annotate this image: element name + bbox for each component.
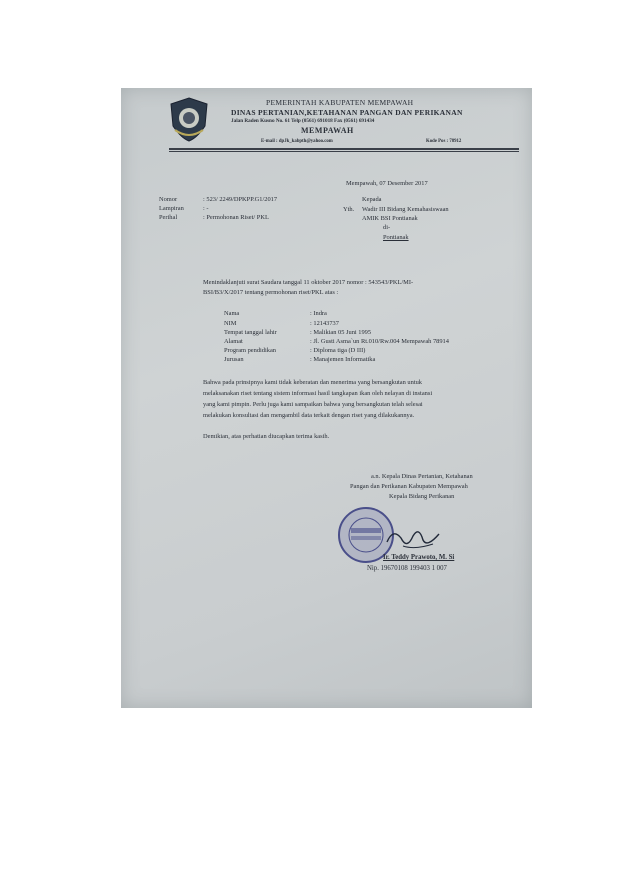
signatory-nip: Nip. 19670108 199403 1 007 [367, 565, 447, 572]
recipient-line3: di- [383, 224, 391, 231]
recipient-yth: Yth. [343, 206, 355, 213]
signature-line3: Kepala Bidang Perikanan [389, 493, 455, 500]
body-line3: yang kami pimpin. Perlu juga kami sampaikan bahwa yang bersangkutan telah selesai [203, 401, 423, 408]
recipient-line4: Pontianak [383, 234, 409, 241]
signature-line1: a.n. Kepala Dinas Pertanian, Ketahanan [371, 473, 473, 480]
body-line4: melakukan konsultasi dan mengambil data terkait dengan riset yang dilakukannya. [203, 412, 415, 419]
letterhead-city: MEMPAWAH [301, 126, 354, 135]
letterhead-postcode: Kode Pos : 78912 [426, 139, 462, 144]
letterhead-line1: PEMERINTAH KABUPATEN MEMPAWAH [266, 98, 414, 107]
letterhead-line2: DINAS PERTANIAN,KETAHANAN PANGAN DAN PERIKANAN [231, 108, 463, 117]
student-label-jurusan: Jurusan [224, 356, 244, 363]
student-label-nim: NIM [224, 320, 237, 327]
student-label-alamat: Alamat [224, 338, 243, 345]
signature-line2: Pangan dan Perikanan Kabupaten Mempawah [350, 483, 468, 490]
recipient-kepada: Kepada [362, 196, 382, 203]
lampiran-value: : - [203, 205, 209, 212]
intro-line2: BSI/B3/X/2017 tentang permohonan riset/PKL atas : [203, 289, 339, 296]
letterhead-address: Jalan Raden Kusno No. 61 Telp (0561) 691018 Fax (0561) 691434 [231, 118, 375, 124]
letterhead-rule [169, 148, 519, 150]
perihal-label: Perihal [159, 214, 178, 221]
body-line2: melaksanakan riset tentang sistem informasi hasil tangkapan ikan oleh nelayan di instansi [203, 390, 433, 397]
handwritten-signature-icon [383, 524, 443, 554]
nomor-label: Nomor [159, 196, 178, 203]
student-value-alamat: : Jl. Gusti Asma`un Rt.010/Rw.004 Mempawah 78914 [310, 338, 449, 345]
letterhead-rule-thin [169, 151, 519, 152]
student-value-ttl: : Malikian 05 Juni 1995 [310, 329, 372, 336]
closing-line: Demikian, atas perhatian diucapkan terima kasih. [203, 433, 330, 440]
lampiran-label: Lampiran [159, 205, 184, 212]
student-value-program: : Diploma tiga (D III) [310, 347, 366, 354]
student-label-nama: Nama [224, 310, 240, 317]
government-logo-icon [167, 96, 211, 142]
student-label-program: Program pendidikan [224, 347, 277, 354]
date-line: Mempawah, 07 Desember 2017 [346, 180, 428, 187]
letterhead-email: E-mail : dpJk_kabpth@yahoo.com [261, 139, 333, 144]
nomor-value: : 523/ 2249/DPKPP.G1/2017 [203, 196, 278, 203]
recipient-line2: AMIK BSI Pontianak [362, 215, 418, 222]
student-value-nim: : 12143737 [310, 320, 339, 327]
perihal-value: : Permohonan Riset/ PKL [203, 214, 269, 221]
intro-line1: Menindaklanjuti surat Saudara tanggal 11 oktober 2017 nomor : 543543/PKL/MI- [203, 279, 414, 286]
signatory-name: Ir. Teddy Prawoto, M. Si [383, 554, 455, 561]
recipient-line1: Wadir III Bidang Kemahasiswaan [362, 206, 449, 213]
letter-photo [121, 88, 532, 708]
student-value-jurusan: : Manajemen Informatika [310, 356, 376, 363]
body-line1: Bahwa pada prinsipnya kami tidak keberatan dan menerima yang bersangkutan untuk [203, 379, 422, 386]
student-value-nama: : Indra [310, 310, 327, 317]
student-label-ttl: Tempat tanggal lahir [224, 329, 277, 336]
